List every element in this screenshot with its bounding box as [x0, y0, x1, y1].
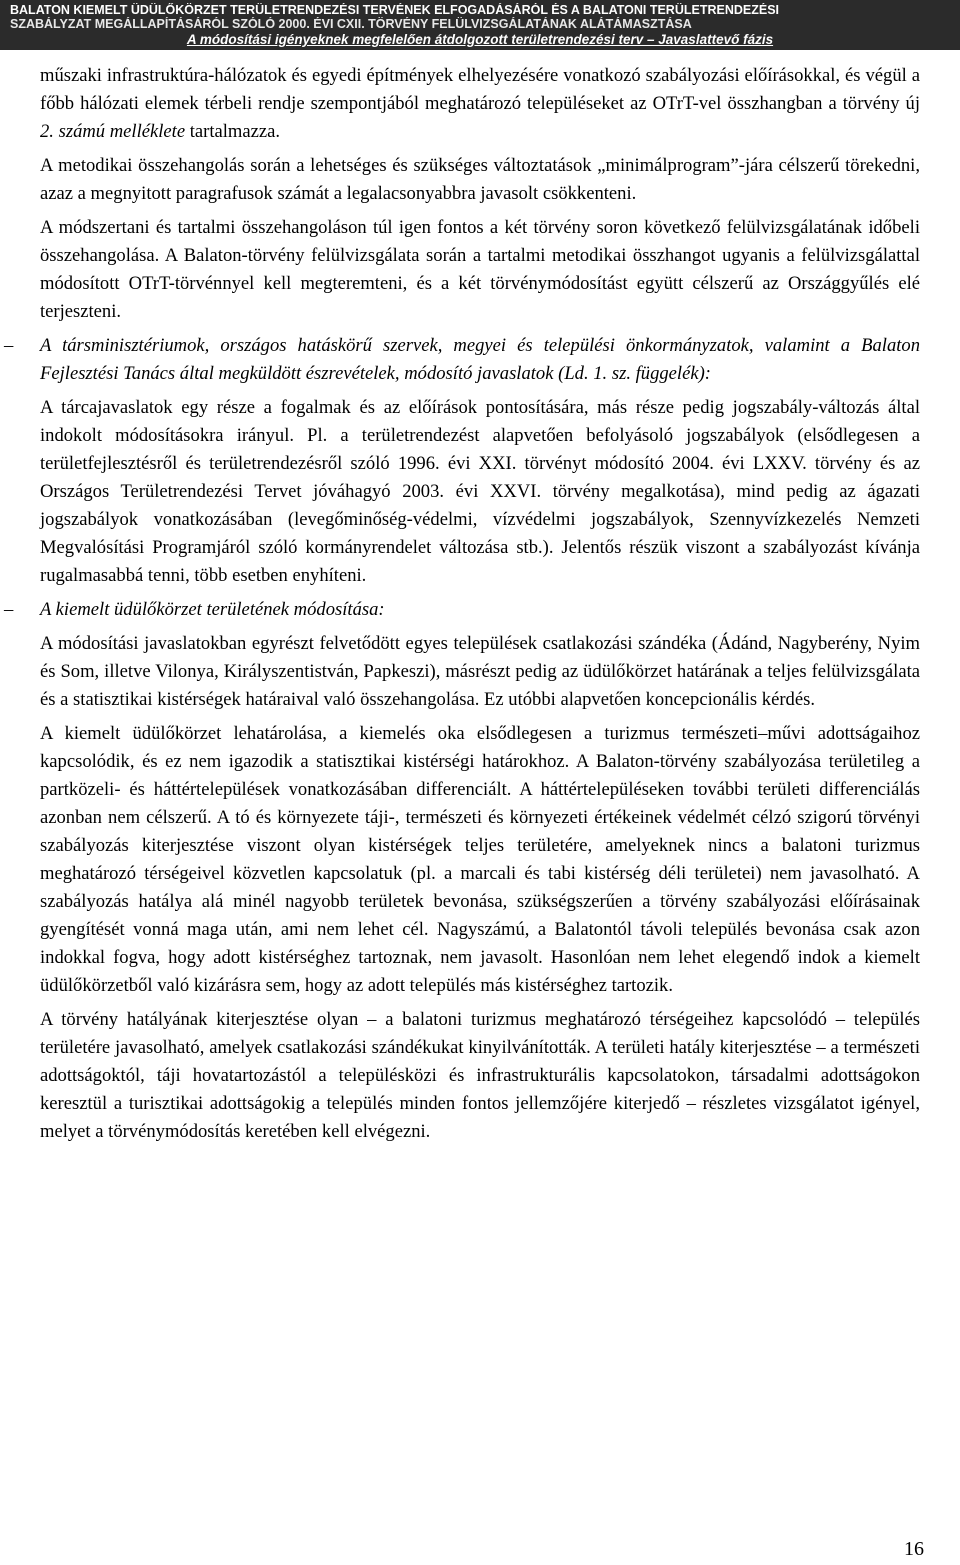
bullet-heading-1-text: A társminisztériumok, országos hatáskörű szervek, megyei és települési önkormányzatok, valamint a Balaton Fejlesztési Tanács által megküldött észrevételek, módosító javaslatok (Ld. 1. sz. függelék): [40, 335, 920, 384]
header-title-line-1: BALATON KIEMELT ÜDÜLŐKÖRZET TERÜLETRENDEZÉSI TERVÉNEK ELFOGADÁSÁRÓL ÉS A BALATONI TERÜLETRENDEZÉSI [10, 3, 780, 17]
paragraph-1-text-a: műszaki infrastruktúra-hálózatok és egyedi építmények elhelyezésére vonatkozó szabályozási előírásokkal, és végül a főbb hálózati elemek térbeli rendje szempontjából meghatározó településeket az OTrT-vel összhangban a törvény új [40, 65, 920, 114]
bullet-heading-2-text: A kiemelt üdülőkörzet területének módosítása: [40, 599, 385, 620]
paragraph-1-italic: 2. számú melléklete [40, 121, 186, 142]
header-title-line-2: SZABÁLYZAT MEGÁLLAPÍTÁSÁRÓL SZÓLÓ 2000. ÉVI CXII. TÖRVÉNY FELÜLVIZSGÁLATÁNAK ALÁTÁMASZTÁSA [10, 17, 692, 31]
header-subtitle: A módosítási igényeknek megfelelően átdolgozott területrendezési terv – Javaslattevő fázis [186, 32, 774, 47]
bullet-heading-1 [4, 332, 920, 388]
bullet-dash: – [4, 335, 14, 356]
bullet-dash: – [4, 599, 14, 620]
document-body [4, 62, 920, 1152]
paragraph-7: A törvény hatályának kiterjesztése olyan – a balatoni turizmus meghatározó térségeihez kapcsolódó – település területére javasolható, amelyek csatlakozási szándékukat kinyilvánították. A területi hatály kiterjesztése – a természeti adottságoktól, táji hovatartozástól a településközi és infrastrukturális kapcsolatokon, társadalmi adottságokon keresztül a turisztikai adottságokig a település minden fontos jellemzőjére kiterjedő – részletes vizsgálatot igényel, melyet a törvénymódosítás keretében kell elvégezni. [40, 1009, 920, 1142]
page-number: 16 [904, 1538, 924, 1560]
bullet-heading-2 [4, 596, 920, 624]
paragraph-2: A metodikai összehangolás során a lehetséges és szükséges változtatások „minimálprogram”-jára célszerű törekedni, azaz a megnyitott paragrafusok számát a legalacsonyabbra javasolt csökkenteni. [40, 155, 920, 204]
paragraph-6: A kiemelt üdülőkörzet lehatárolása, a kiemelés oka elsődlegesen a turizmus természeti–művi adottságaihoz kapcsolódik, és ez nem igazodik a statisztikai kistérségi határokhoz. A Balaton-törvény szabályozása területileg a partközeli- és háttértelepülések vonatkozásában differenciált. A háttértelepüléseken további területi differenciálás azonban nem célszerű. A tó és környezete táji-, természeti és környezeti értékeinek védelmét célzó szigorú törvényi szabályozás kiterjesztése viszont olyan kistérségek teljes területére, amelyeknek nincs a balatoni turizmus meghatározó térségeivel közvetlen kapcsolatuk (pl. a marcali és tabi kistérség déli területei) nem javasolható. A szabályozás hatálya alá minél nagyobb területek bevonása, szükségszerűen a törvény szabályozási előírásainak gyengítését vonná maga után, ami nem lehet cél. Nagyszámú, a Balatontól távoli település bevonása csak azon indokkal fogva, hogy adott kistérséghez tartoznak, nem javasolt. Hasonlóan nem lehet elegendő indok a kiemelt üdülőkörzetből való kizárásra sem, hogy az adott település más kistérséghez tartozik. [40, 723, 920, 996]
paragraph-1-text-b: tartalmazza. [185, 121, 281, 142]
paragraph-5: A módosítási javaslatokban egyrészt felvetődött egyes települések csatlakozási szándéka (Ádánd, Nagyberény, Nyim és Som, illetve Vilonya, Királyszentistván, Papkeszi), másrészt pedig az üdülőkörzet határának a teljes felülvizsgálata és a statisztikai kistérségek határaival való összehangolása. Ez utóbbi alapvetően koncepcionális kérdés. [40, 633, 920, 710]
paragraph-1 [40, 62, 920, 146]
paragraph-4: A tárcajavaslatok egy része a fogalmak és az előírások pontosítására, más része pedig jogszabály-változás által indokolt módosításokra irányul. Pl. a területrendezést alapvetően befolyásoló jogszabályok (elsődlegesen a területfejlesztésről és területrendezésről szóló 1996. évi XXI. törvényt módosító 2004. évi LXXV. törvény és az Országos Területrendezési Tervet jóváhagyó 2003. évi XXVI. törvény megalkotása), mind pedig az ágazati jogszabályok vonatkozásában (levegőminőség-védelmi, vízvédelmi jogszabályok, Szennyvízkezelés Nemzeti Megvalósítási Programjáról szóló kormányrendelet változása stb.). Jelentős részük viszont a szabályozást kívánja rugalmasabbá tenni, több esetben enyhíteni. [40, 397, 920, 586]
paragraph-3: A módszertani és tartalmi összehangoláson túl igen fontos a két törvény soron következő felülvizsgálatának időbeli összehangolása. A Balaton-törvény felülvizsgálata során a tartalmi metodikai összhangot ugyanis a felülvizsgálattal módosított OTrT-törvénnyel kell megteremteni, és a két törvénymódosítást együtt célszerű az Országgyűlés elé terjeszteni. [40, 217, 920, 322]
document-header [0, 0, 960, 50]
